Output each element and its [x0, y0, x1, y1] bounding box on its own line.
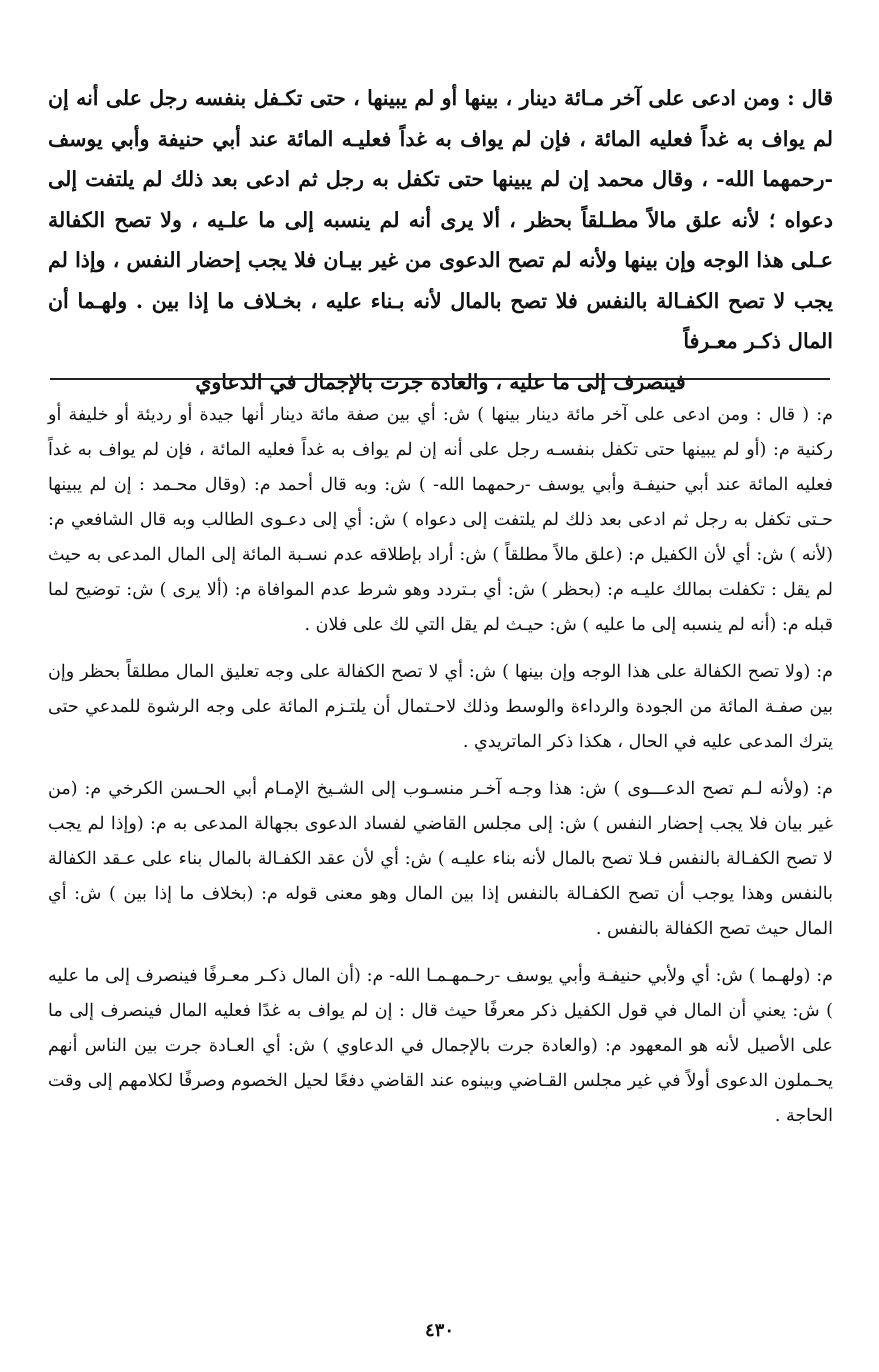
- main-text: [48, 78, 833, 402]
- commentary-paragraph: م: (ولأنه لـم تصح الدعـــوى ) ش: هذا وجـه آخـر منسـوب إلى الشـيخ الإمـام أبي الحـسن الكرخي م: (من غير بيان فلا يجب إحضار النفس ) ش: إلى مجلس القاضي لفساد الدعوى بجهالة المدعى به م: (وإذا لم يجب لا تصح الكفـالة بالنفس فـلا تصح بالمال لأنه بناء عليـه ) ش: أي لأن عقد الكفـالة بالمال بناء على عـقد الكفالة بالنفس وهذا يوجب أن تصح الكفـالة بالنفس إذا بين المال وهو معنى قوله م: (بخلاف ما إذا بين ) ش: أي المال حيث تصح الكفالة بالنفس .: [48, 779, 833, 939]
- commentary-paragraph: م: ( قال : ومن ادعى على آخر مائة دينار بينها ) ش: أي بين صفة مائة دينار أنها جيدة أو رديئة أو خليفة أو ركنية م: (أو لم يبينها حتى تكفل بنفسـه رجل على أنه إن لم يواف به غداً فعليه المائة ، فإن لم يواف به غداً فعليه المائة عند أبي حنيفـة وأبي يوسف -رحمهما الله- ) ش: وبه قال أحمد م: (وقال محـمد : إن لم يبينها حـتى تكفل به رجل ثم ادعى بعد ذلك لم يلتفت إلى دعواه ) ش: أي إلى دعـوى الطالب وبه قال الشافعي م: (لأنه ) ش: أي لأن الكفيل م: (علق مالاً مطلقاً ) ش: أراد بإطلاقه عدم نسـبة المائة إلى المال المدعى به حيث لم يقل : تكفلت بمالك عليـه م: (بحظر ) ش: أي بـتردد وهو شرط عدم الموافاة م: (ألا يرى ) ش: توضيح لما قبله م: (أنه لم ينسبه إلى ما عليه ) ش: حيـث لم يقل التي لك على فلان .: [48, 405, 833, 635]
- commentary-paragraph: م: (ولا تصح الكفالة على هذا الوجه وإن بينها ) ش: أي لا تصح الكفالة على وجه تعليق المال مطلقاً بحظر وإن بين صفـة المائة من الجودة والرداءة والوسط وذلك لاحـتمال أن يلتـزم المائة على وجه الرشوة للمدعي حتى يترك المدعى عليه في الحال ، هكذا ذكر الماتريدي .: [48, 662, 833, 752]
- main-paragraph-last-line: فينصرف إلى ما عليه ، والعادة جرت بالإجمال في الدعاوي: [195, 369, 686, 394]
- section-divider: [50, 378, 830, 380]
- commentary: [48, 398, 833, 1146]
- main-paragraph-body: قال : ومن ادعى على آخر مـائة دينار ، بينها أو لم يبينها ، حتى تكـفل بنفسه رجل على أنه إن لم يواف به غداً فعليه المائة ، فإن لم يواف به غداً فعليـه المائة عند أبي حنيفة وأبي يوسف -رحمهما الله- ، وقال محمد إن لم يبينها حتى تكفل به رجل ثم ادعى بعد ذلك لم يلتفت إلى دعواه ؛ لأنه علق مالاً مطـلقاً بحظر ، ألا يرى أنه لم ينسبه إلى ما علـيه ، ولا تصح الكفالة عـلى هذا الوجه وإن بينها ولأنه لم تصح الدعوى من غير بيـان فلا يجب إحضار النفس ، وإذا لم يجب لا تصح الكفـالة بالنفس فلا تصح بالمال لأنه بـناء عليه ، بخـلاف ما إذا بين . ولهـما أن المال ذكـر معـرفاً: [48, 86, 833, 353]
- main-paragraph: [48, 78, 833, 402]
- page-number: ٤٣٠: [424, 1320, 454, 1341]
- commentary-paragraph: م: (ولهـما ) ش: أي ولأبي حنيفـة وأبي يوسف -رحـمهـمـا الله- م: (أن المال ذكـر معـرفًا فينصرف إلى ما عليه ) ش: يعني أن المال في قول الكفيل ذكر معرفًا حيث قال : إن لم يواف به غدًا فعليه المال فينصرف إلى ما على الأصيل لأنه هو المعهود م: (والعادة جرت بالإجمال في الدعاوي ) ش: أي العـادة جرت بين الناس أنهم يحـملون الدعوى أولاً في غير مجلس القـاضي وبينوه عند القاضي دفعًا لحيل الخصوم وصرفًا لكلامهم إلى وقت الحاجة .: [48, 966, 833, 1126]
